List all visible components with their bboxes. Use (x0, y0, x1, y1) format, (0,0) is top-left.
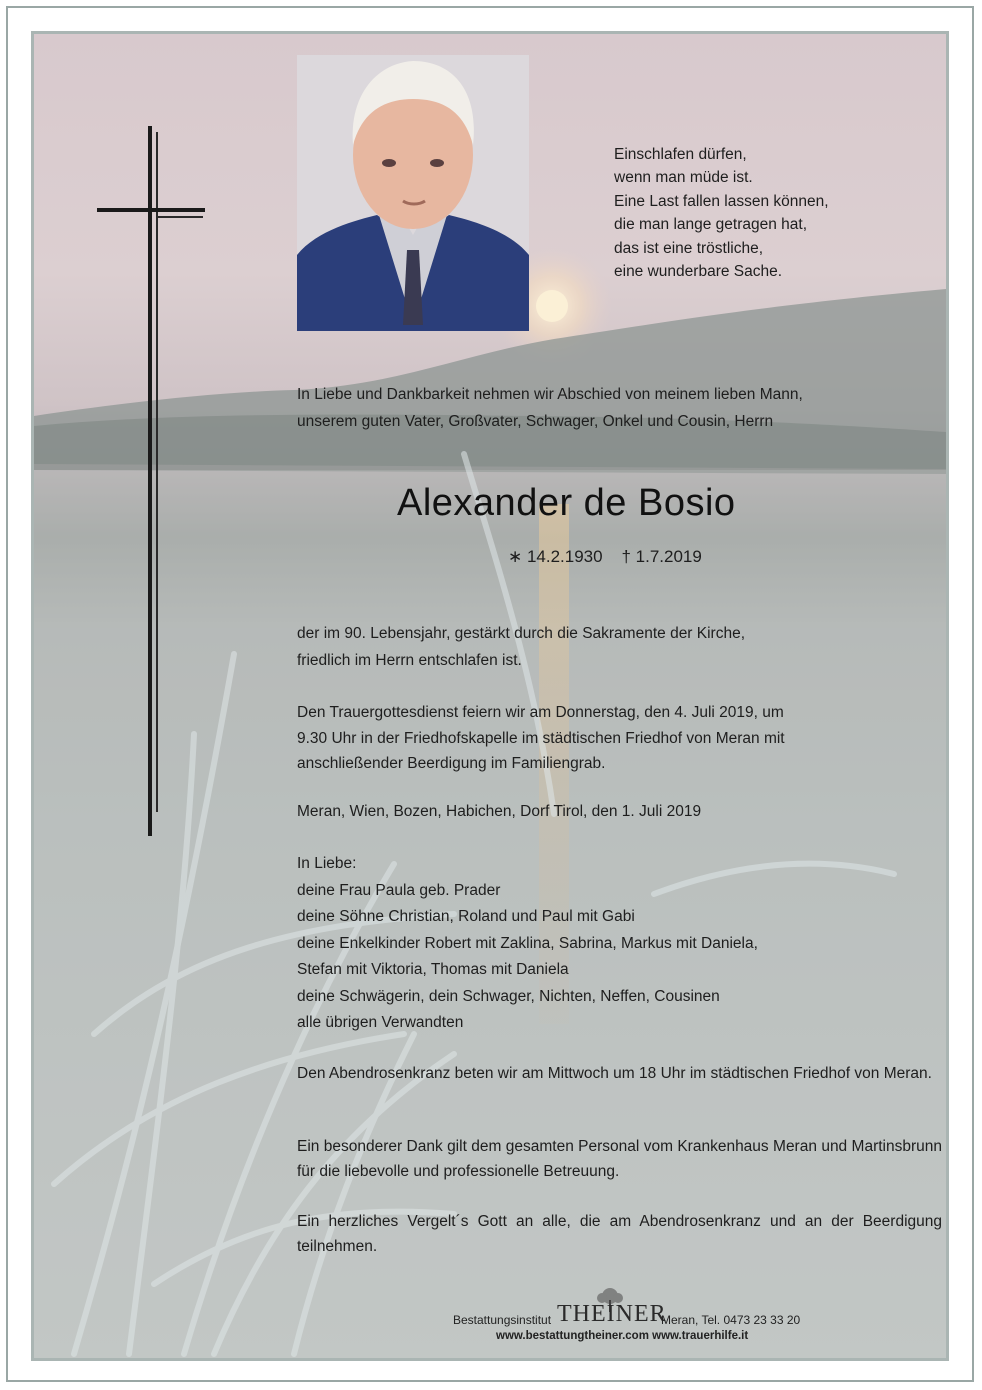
cross-horizontal-shadow (157, 216, 203, 218)
gratitude-notice: Ein herzliches Vergelt´s Gott an alle, die am Abendrosenkranz und an der Beerdigung teilnehmen. (297, 1213, 942, 1255)
passing-text (297, 620, 917, 674)
poem-line: eine wunderbare Sache. (614, 263, 783, 281)
poem (614, 143, 874, 283)
intro-line: unserem guten Vater, Großvater, Schwager, Onkel und Cousin, Herrn (297, 413, 774, 430)
cross-vertical-bar (148, 126, 152, 836)
intro-line: In Liebe und Dankbarkeit nehmen wir Abschied von meinem lieben Mann, (297, 386, 803, 403)
mourners-heading: In Liebe: (297, 855, 357, 872)
thanks-notice: Ein besonderer Dank gilt dem gesamten Personal vom Krankenhaus Meran und Martinsbrunn für die liebevolle und professionelle Betreuung. (297, 1138, 942, 1180)
portrait-photo (297, 55, 529, 331)
mourner-entry: deine Enkelkinder Robert mit Zaklina, Sabrina, Markus mit Daniela, (297, 934, 758, 952)
passing-line: friedlich im Herrn entschlafen ist. (297, 652, 522, 669)
institute-label: Bestattungsinstitut (453, 1313, 552, 1327)
passing-line: der im 90. Lebensjahr, gestärkt durch die Sakramente der Kirche, (297, 625, 746, 642)
funeral-service-text (297, 700, 947, 777)
cross-vertical-shadow (156, 132, 158, 812)
cross-symbol (97, 126, 209, 836)
poem-line: Einschlafen dürfen, (614, 146, 747, 163)
sun (536, 290, 568, 322)
intro-text (297, 381, 917, 435)
website-links: www.bestattungtheiner.com www.trauerhilfe.it (496, 1330, 749, 1342)
service-line: 9.30 Uhr in der Friedhofskapelle im städtischen Friedhof von Meran mit (297, 729, 785, 747)
mourner-entry: deine Frau Paula geb. Prader (297, 881, 501, 899)
deceased-name: Alexander de Bosio (397, 482, 736, 524)
service-line: Den Trauergottesdienst feiern wir am Donnerstag, den 4. Juli 2019, um (297, 704, 784, 721)
place-date-line: Meran, Wien, Bozen, Habichen, Dorf Tirol, den 1. Juli 2019 (297, 803, 702, 820)
funeral-home-footer (440, 1296, 880, 1342)
mourners-list (297, 851, 937, 1037)
poem-line: Eine Last fallen lassen können, (614, 192, 829, 210)
mourner-entry: alle übrigen Verwandten (297, 1014, 464, 1031)
theiner-logo: THEINER (557, 1301, 667, 1327)
mourner-entry: deine Schwägerin, dein Schwager, Nichten, Neffen, Cousinen (297, 987, 720, 1005)
poem-line: die man lange getragen hat, (614, 216, 808, 234)
poem-line: wenn man müde ist. (614, 169, 753, 187)
life-dates: ∗ 14.2.1930 † 1.7.2019 (508, 547, 702, 566)
poem-line: das ist eine tröstliche, (614, 239, 764, 257)
rosary-notice: Den Abendrosenkranz beten wir am Mittwoch um 18 Uhr im städtischen Friedhof von Meran. (297, 1065, 932, 1082)
cross-horizontal-bar (97, 208, 205, 212)
mourner-entry: deine Söhne Christian, Roland und Paul mit Gabi (297, 908, 635, 925)
mourner-entry: Stefan mit Viktoria, Thomas mit Daniela (297, 961, 569, 978)
phone-text: Meran, Tel. 0473 23 33 20 (661, 1313, 801, 1327)
service-line: anschließender Beerdigung im Familiengrab. (297, 755, 606, 772)
